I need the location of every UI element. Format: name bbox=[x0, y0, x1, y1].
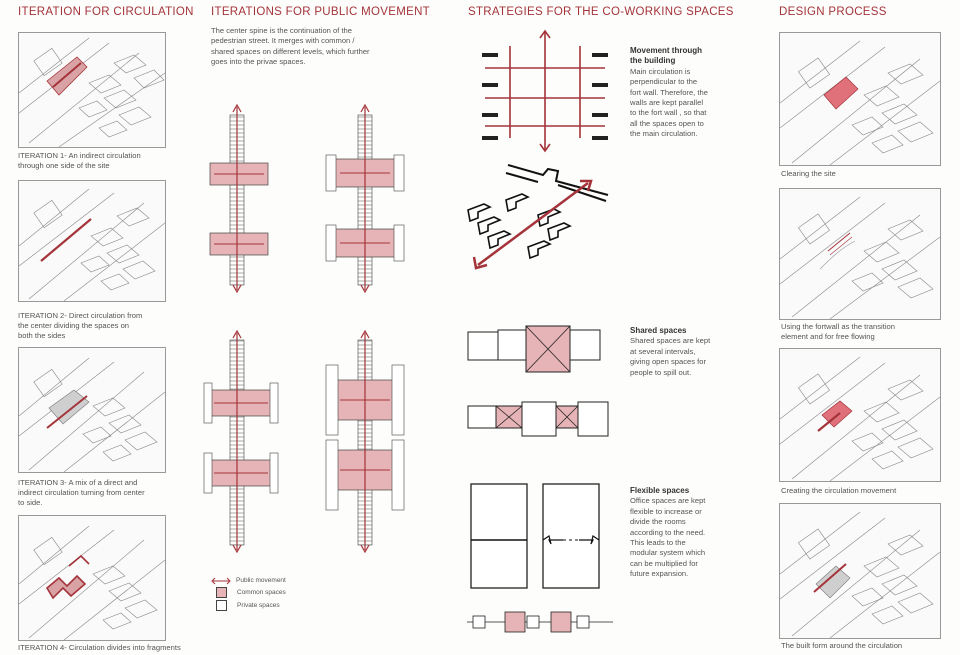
built-form-sketch bbox=[780, 504, 940, 638]
design-process-3-caption: Creating the circulation movement bbox=[781, 486, 897, 495]
double-arrow-icon bbox=[210, 577, 232, 585]
design-process-4-drawing bbox=[779, 503, 941, 639]
fort-wall-axonometric bbox=[458, 155, 628, 275]
movement-grid-diagram bbox=[470, 28, 620, 156]
design-process-3-drawing bbox=[779, 348, 941, 482]
shared-strategy-text bbox=[630, 326, 710, 378]
flexible-spaces-diagram bbox=[465, 480, 615, 640]
public-movement-diagram-d bbox=[326, 331, 404, 552]
movement-body-line-6: all the spaces open to bbox=[630, 118, 704, 128]
public-movement-intro-line-1: The center spine is the continuation of the bbox=[211, 26, 352, 35]
public-movement-legend bbox=[210, 575, 286, 612]
flexible-body-line-3: divide the rooms bbox=[630, 517, 686, 527]
movement-body-line-5: to the fort wall , so that bbox=[630, 108, 707, 118]
iteration-2-drawing bbox=[18, 180, 166, 302]
movement-body-line-2: perpendicular to the bbox=[630, 77, 698, 87]
movement-body-line-3: fort wall. Therefore, the bbox=[630, 87, 708, 97]
common-swatch-icon bbox=[216, 587, 227, 598]
iteration-4-site-sketch bbox=[19, 516, 165, 640]
iteration-1-caption-line-1: ITERATION 1- An indirect circulation bbox=[18, 151, 141, 160]
iteration-4-drawing bbox=[18, 515, 166, 641]
movement-title-line-1: Movement through bbox=[630, 46, 702, 55]
design-process-2-caption-line-2: element and for free flowing bbox=[781, 332, 875, 341]
design-process-2-drawing bbox=[779, 188, 941, 320]
design-process-1-drawing bbox=[779, 32, 941, 166]
flexible-body-line-2: flexible to increase or bbox=[630, 506, 702, 516]
fortwall-transition-sketch bbox=[780, 189, 940, 319]
public-movement-intro bbox=[211, 26, 370, 68]
shared-body-line-1: Shared spaces are kept bbox=[630, 336, 711, 346]
iteration-2-caption bbox=[18, 311, 142, 341]
private-swatch-icon bbox=[216, 600, 227, 611]
public-movement-intro-line-2: pedestrian street. It merges with common / bbox=[211, 36, 355, 46]
movement-title-line-2: the building bbox=[630, 56, 676, 66]
iteration-2-caption-line-1: ITERATION 2- Direct circulation from bbox=[18, 311, 143, 320]
movement-strategy-text bbox=[630, 46, 708, 140]
iteration-3-caption-line-1: ITERATION 3- A mix of a direct and bbox=[18, 478, 138, 487]
movement-body-line-7: the main circulation. bbox=[630, 129, 698, 139]
iteration-3-caption-line-3: to side. bbox=[18, 498, 43, 507]
iteration-1-caption bbox=[18, 151, 141, 171]
public-movement-diagrams bbox=[200, 95, 440, 565]
iteration-3-caption bbox=[18, 478, 145, 508]
legend-public-movement bbox=[210, 575, 286, 586]
shared-body-line-4: people to spill out. bbox=[630, 367, 692, 377]
iteration-1-drawing bbox=[18, 32, 166, 148]
iteration-1-caption-line-2: through one side of the site bbox=[18, 161, 110, 170]
legend-common-spaces bbox=[210, 586, 286, 599]
legend-private-spaces bbox=[210, 599, 286, 612]
public-movement-diagram-a bbox=[210, 105, 268, 292]
iteration-2-caption-line-3: both the sides bbox=[18, 331, 66, 340]
heading-coworking-strategies: STRATEGIES FOR THE CO-WORKING SPACES bbox=[468, 6, 734, 18]
flexible-strategy-text bbox=[630, 486, 705, 580]
design-process-2-caption-line-1: Using the fortwall as the transition bbox=[781, 322, 895, 331]
flexible-body-line-7: can be multiplied for bbox=[630, 558, 698, 568]
design-process-1-caption: Clearing the site bbox=[781, 169, 836, 178]
iteration-2-caption-line-2: the center dividing the spaces on bbox=[18, 321, 130, 330]
flexible-title: Flexible spaces bbox=[630, 486, 690, 495]
public-movement-diagram-b bbox=[326, 105, 404, 292]
shared-spaces-diagram bbox=[465, 322, 615, 442]
shared-title: Shared spaces bbox=[630, 326, 687, 335]
iteration-1-site-sketch bbox=[19, 33, 165, 147]
flexible-body-line-4: according to the need. bbox=[630, 527, 706, 537]
iteration-3-drawing bbox=[18, 347, 166, 473]
legend-public-movement-label: Public movement bbox=[236, 577, 286, 584]
iteration-3-site-sketch bbox=[19, 348, 165, 472]
public-movement-intro-line-3: shared spaces on different levels, which further bbox=[211, 46, 370, 56]
shared-body-line-3: giving open spaces for bbox=[630, 357, 706, 367]
heading-iteration-circulation: ITERATION FOR CIRCULATION bbox=[18, 6, 194, 18]
circulation-movement-sketch bbox=[780, 349, 940, 481]
public-movement-diagram-c bbox=[204, 331, 278, 552]
clearing-site-sketch bbox=[780, 33, 940, 165]
flexible-body-line-5: This leads to the bbox=[630, 538, 686, 548]
design-process-4-caption: The built form around the circulation bbox=[781, 641, 903, 650]
heading-public-movement: ITERATIONS FOR PUBLIC MOVEMENT bbox=[211, 6, 430, 18]
legend-private-spaces-label: Private spaces bbox=[237, 602, 280, 609]
iteration-2-site-sketch bbox=[19, 181, 165, 301]
public-movement-intro-line-4: goes into the privae spaces. bbox=[211, 57, 306, 67]
shared-body-line-2: at several intervals, bbox=[630, 346, 696, 356]
flexible-body-line-1: Office spaces are kept bbox=[630, 496, 706, 506]
iteration-3-caption-line-2: indirect circulation turning from center bbox=[18, 488, 145, 497]
flexible-body-line-6: modular system which bbox=[630, 548, 706, 558]
iteration-4-caption: ITERATION 4- Circulation divides into fragments bbox=[18, 643, 181, 652]
heading-design-process: DESIGN PROCESS bbox=[779, 6, 887, 18]
design-process-2-caption bbox=[781, 322, 895, 342]
flexible-body-line-8: future expansion. bbox=[630, 569, 689, 579]
legend-common-spaces-label: Common spaces bbox=[237, 589, 286, 596]
movement-body-line-4: walls are kept parallel bbox=[630, 98, 704, 108]
movement-body-line-1: Main circulation is bbox=[630, 66, 691, 76]
